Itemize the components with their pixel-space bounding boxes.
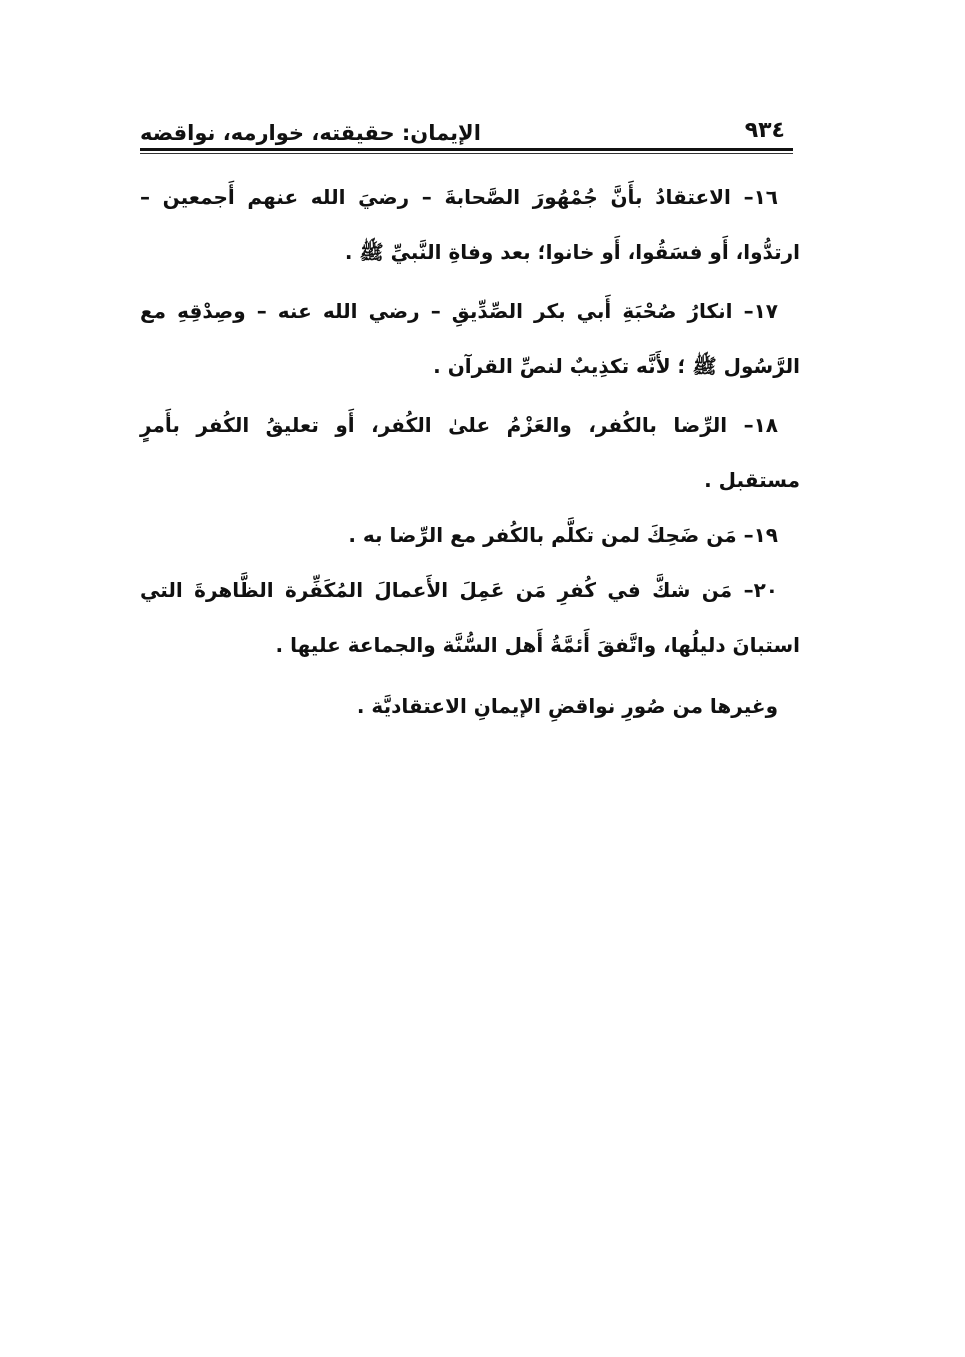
list-item-19	[140, 508, 800, 563]
item-number: ١٦	[753, 185, 778, 209]
list-item-18	[140, 398, 800, 508]
item-number: ١٧	[753, 299, 778, 323]
item-number: ٢٠	[753, 578, 778, 602]
list-item-17	[140, 284, 800, 394]
item-number: ١٨	[753, 413, 779, 437]
item-text: مَن ضَحِكَ لمن تكلَّم بالكُفر مع الرِّضا به .	[348, 523, 737, 547]
list-item-16	[140, 170, 800, 280]
item-separator: –	[743, 578, 754, 602]
header-rule-thin	[140, 153, 793, 154]
item-number: ١٩	[753, 523, 778, 547]
item-text: الرِّضا بالكُفر، والعَزْمُ علىٰ الكُفر، أَو تعليقُ الكُفر بأَمرٍ مستقبل .	[140, 413, 800, 492]
item-separator: –	[743, 185, 754, 209]
item-text: مَن شكَّ في كُفرِ مَن عَمِلَ الأَعمالَ المُكَفِّرة الظَّاهرةَ التي استبانَ دليلُها، واتَّفقَ أَئمَّةُ أَهل السُّنَّة والجماعة عليها .	[140, 578, 800, 657]
item-text: الاعتقادُ بأَنَّ جُمْهُورَ الصَّحابةَ – رضيَ الله عنهم أَجمعين – ارتدُّوا، أَو فسَقُوا، أَو خانوا؛ بعد وفاةِ النَّبيِّ ﷺ .	[140, 185, 800, 264]
item-separator: –	[743, 299, 754, 323]
page-number: ٩٣٤	[744, 118, 785, 143]
item-separator: –	[743, 413, 754, 437]
item-text: انكارُ صُحْبَةِ أَبي بكر الصِّدِّيقِ – رضي الله عنه – وصِدْقِهِ مع الرَّسُول ﷺ ؛ لأَنَّه تكذِيبٌ لنصِّ القرآن .	[140, 299, 800, 378]
header-title: الإيمان: حقيقته، خوارمه، نواقضه	[140, 121, 481, 145]
list-item-20	[140, 563, 800, 673]
item-separator: –	[743, 523, 754, 547]
closing-paragraph: وغيرها من صُورِ نواقضِ الإيمانِ الاعتقاديَّة .	[356, 694, 778, 718]
body-text	[140, 170, 800, 738]
header-rule	[140, 148, 793, 151]
running-header	[140, 112, 793, 152]
